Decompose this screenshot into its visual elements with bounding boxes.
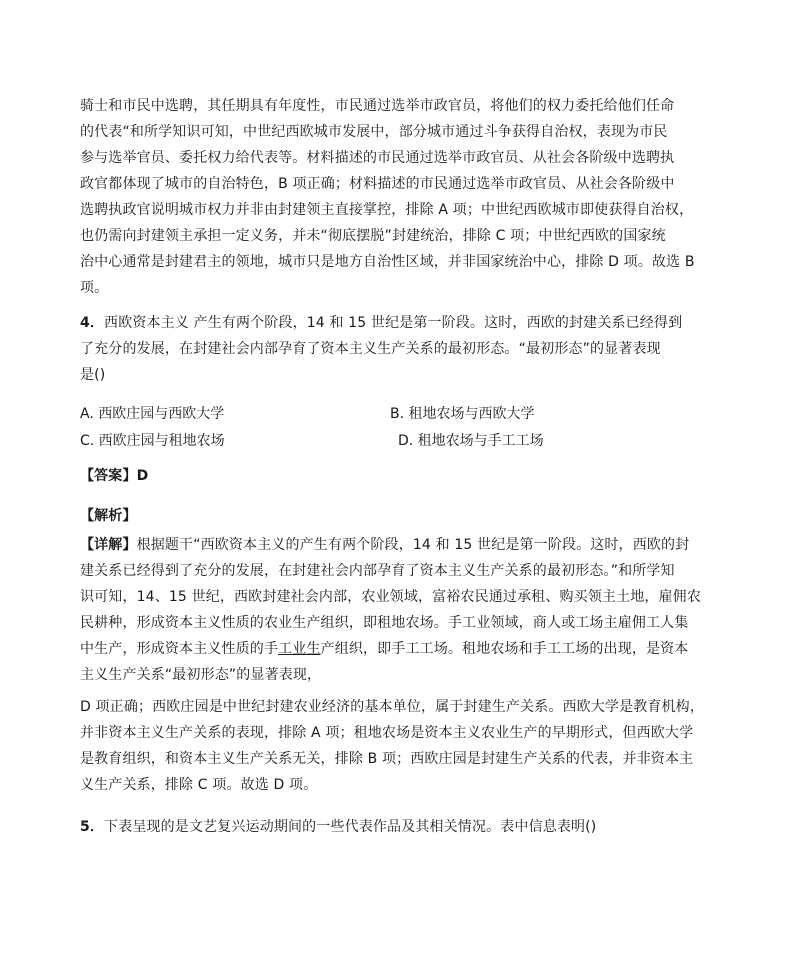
prev-explanation-line-2: 的代表“和所学知识可知，中世纪西欧城市发展中，部分城市通过斗争获得自治权，表现为市民 (80, 124, 668, 140)
analysis-label: 【解析】 (80, 508, 137, 524)
detail-line-5-post: 产组织，即手工工场。租地农场和手工工场的出现，是资本 (320, 641, 689, 657)
prev-explanation-line-8: 项。 (80, 280, 109, 296)
prev-explanation-line-5: 选聘执政官说明城市权力并非由封建领主直接掌控，排除 A 项；中世纪西欧城市即使获得自治权， (80, 202, 694, 218)
option-c: C. 西欧庄园与租地农场 (80, 433, 225, 449)
detail-line-1 (80, 535, 689, 555)
detail-text-1: 根据题干“西欧资本主义的产生有两个阶段，14 和 15 世纪是第一阶段。这时，西欧的封 (136, 537, 690, 553)
detail-line-6: 主义生产关系“最初形态”的显著表现， (80, 667, 322, 683)
question-4-stem-line-2: 了充分的发展，在封建社会内部孕育了资本主义生产关系的最初形态。“最初形态”的显著表现 (80, 341, 661, 357)
prev-explanation-line-3: 参与选举官员、委托权力给代表等。材料描述的市民通过选举市政官员、从社会各阶级中选聘执 (80, 150, 675, 166)
question-4-stem-text: 西欧资本主义 产生有两个阶段，14 和 15 世纪是第一阶段。这时，西欧的封建关系已经得到 (104, 315, 683, 331)
detail-line-5 (80, 639, 688, 659)
question-5-number: 5． (80, 819, 105, 835)
prev-explanation-line-1: 骑士和市民中选聘，其任期具有年度性，市民通过选举市政官员，将他们的权力委托给他们任命 (80, 98, 675, 114)
prev-explanation-line-4: 政官都体现了城市的自治特色，B 项正确；材料描述的市民通过选举市政官员、从社会各阶级中 (80, 176, 675, 192)
detail-line-9: 是教育组织，和资本主义生产关系无关，排除 B 项；西欧庄园是封建生产关系的代表，并非资本主 (80, 751, 694, 767)
answer-line (80, 466, 148, 486)
detail-label: 【详解】 (80, 537, 137, 553)
detail-line-5-pre: 中生产，形成资本主义性质的手 (80, 641, 279, 657)
question-5-text: 下表呈现的是文艺复兴运动期间的一些代表作品及其相关情况。表中信息表明() (104, 819, 597, 835)
detail-line-7: D 项正确；西欧庄园是中世纪封建农业经济的基本单位，属于封建生产关系。西欧大学是教育机构， (80, 699, 704, 715)
detail-line-5-underlined: 工业生 (278, 641, 321, 657)
option-b: B. 租地农场与西欧大学 (390, 406, 535, 422)
answer-label: 【答案】 (80, 468, 137, 484)
prev-explanation-line-6: 也仍需向封建领主承担一定义务，并未“彻底摆脱”封建统治，排除 C 项；中世纪西欧的国家统 (80, 228, 666, 244)
question-4-stem-line-3: 是() (80, 367, 106, 383)
option-a: A. 西欧庄园与西欧大学 (80, 406, 225, 422)
question-4-number: 4． (80, 315, 105, 331)
detail-line-3: 识可知，14、15 世纪，西欧封建社会内部，农业领域，富裕农民通过承租、购买领主土地，雇佣农 (80, 589, 701, 605)
detail-line-8: 并非资本主义生产关系的表现，排除 A 项；租地农场是资本主义农业生产的早期形式，但西欧大学 (80, 725, 694, 741)
detail-line-2: 建关系已经得到了充分的发展，在封建社会内部孕育了资本主义生产关系的最初形态。”和所学知 (80, 563, 675, 579)
prev-explanation-line-7: 治中心通常是封建君主的领地，城市只是地方自治性区域，并非国家统治中心，排除 D 项。故选 B (80, 254, 695, 270)
detail-line-10: 义生产关系，排除 C 项。故选 D 项。 (80, 777, 318, 793)
detail-line-4: 民耕种，形成资本主义性质的农业生产组织，即租地农场。手工业领域，商人或工场主雇佣工人集 (80, 615, 689, 631)
answer-value: D (136, 468, 149, 484)
question-4-stem-line-1 (80, 313, 682, 333)
question-5-stem (80, 817, 596, 837)
option-d: D. 租地农场与手工工场 (398, 433, 544, 449)
